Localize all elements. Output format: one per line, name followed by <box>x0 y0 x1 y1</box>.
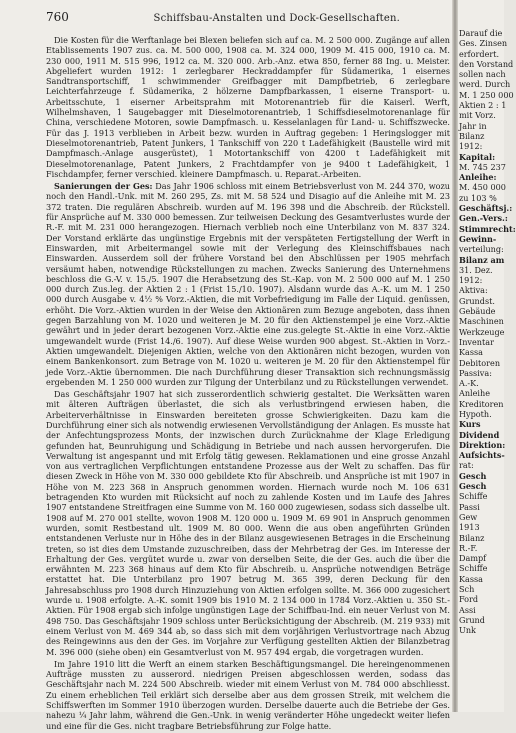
facing-page-line: Dampf <box>459 553 487 564</box>
facing-page-line: Gesch <box>459 481 487 492</box>
facing-page-line: Bilanz <box>459 532 485 543</box>
facing-page-line: Passiva: <box>459 367 492 378</box>
facing-page-line: 1912: <box>459 141 483 152</box>
facing-page-line: Gew <box>459 511 478 522</box>
paragraph <box>46 181 450 387</box>
facing-page-line: Aktien 2 : 1 <box>459 100 507 111</box>
facing-page-line: verteilung: <box>459 244 504 255</box>
main-column <box>46 10 450 733</box>
facing-page-line: Kurs <box>459 419 481 430</box>
facing-page-line: Jahr in <box>459 120 487 131</box>
facing-page-line: Passi <box>459 501 480 512</box>
facing-page-line: Kapital: <box>459 151 496 162</box>
paragraph <box>46 659 450 731</box>
paragraph <box>46 389 450 657</box>
facing-page-line: Inventar <box>459 336 494 347</box>
facing-page-line: Aktiva: <box>459 285 488 296</box>
facing-page-line: rat: <box>459 460 474 471</box>
facing-page-line: Ford <box>459 594 479 605</box>
facing-page-line: Grundst. <box>459 295 495 306</box>
facing-page-line: Geschäftsj.: <box>459 203 513 214</box>
facing-page-line: Unk <box>459 625 476 636</box>
facing-page-line: Direktion: <box>459 439 506 450</box>
facing-page-line: Kassa <box>459 347 484 358</box>
facing-page-line: Aufsichts- <box>459 450 505 461</box>
paragraph-text: Das Jahr 1906 schloss mit einem Betriebsverlust von M. 244 370, wozu noch den Handl.-Unk. mit M. 260 295, Zs. mit M. 58 524 und Disagio auf die Anleihe mit M. 23 372 traten. Die regulären Abschreib. wurden auf M. 196 398 und die Abschreib. der Rückstell. für Ansprüche auf M. 330 000 bemessen. Zur teilweisen Deckung des Gesamtverlustes wurde der R.-F. mit M. 231 000 herangezogen. Hiernach verblieb noch eine Unterbilanz von M. 837 324. Der Vorstand erklärte das ungünstige Ergebnis mit der verspäteten Fertigstellung der Werft in Einswarden, mit Arbeitermangel sowie mit der Verlegung des Kleinschiffsbaues nach Einswarden. Ausserdem soll der frühere Vorstand bei den Abschlüssen per 1905 mehrfach versäumt haben, notwendige Rückstellungen zu machen. Zwecks Sanierung des Unternehmens beschloss die G.-V. v. 15./5. 1907 die Herabsetzung des St.-Kap. von M. 2 500 000 auf M. 1 250 000 durch Zus.leg. der Aktien 2 : 1 (Frist 15./10. 1907). Alsdann wurde das A.-K. um M. 1 250 000 durch Ausgabe v. 4½ % Vorz.-Aktien, die mit Vorbefriedigung im Falle der Liquid. genüssen, erhöht. Die Vorz.-Aktien wurden in der Weise den Aktionären zum Bezuge angeboten, dass ihnen gegen Barzahlung von M. 1020 und weiteren je M. 20 für den Aktienstempel je eine Vorz.-Aktie gewährt und in jeder derart bezogenen Vorz.-Aktie eine zus.gelegte St.-Aktie in eine Vorz.-Aktie umgewandelt wurde (Frist 14./6. 1907). Auf diese Weise wurden 900 abgest. St.-Aktien in Vorz.-Aktien umgewandelt. Diejenigen Aktien, welche von den Aktionären nicht bezogen, wurden von einem Bankenkonsort. zum Betrage von M. 1020 u. weiteren je M. 20 für den Aktienstempel für jede Vorz.-Aktie übernommen. Die nach Durchführung dieser Transaktion sich rechnungsmässig ergebenden M. 1 250 000 wurden zur Tilgung der Unterbilanz und zu Rückstellungen verwendet. <box>46 181 450 387</box>
facing-page-line: 31. Dez. <box>459 264 493 275</box>
facing-page-line: erfordert. <box>459 48 500 59</box>
facing-page-line: sollen nach <box>459 69 506 80</box>
facing-page-line: Stimmrecht: <box>459 223 516 234</box>
facing-page-line: Ges. Zinsen <box>459 38 508 49</box>
facing-page-line: Grund <box>459 614 485 625</box>
facing-page-line: Maschinen <box>459 316 504 327</box>
facing-page-line: Anleihe: <box>459 172 497 183</box>
paragraph-text: Im Jahre 1910 litt die Werft an einem starken Beschäftigungsmangel. Die hereingenommenen Aufträge mussten zu ausserord. niedrigen Preisen abgeschlossen werden, sodass das Geschäftsjahr nach M. 224 500 Abschreib. wieder mit einem Verlust von M. 784 000 abschliesst. Zu einem erheblichen Teil erklärt sich derselbe aber aus dem grossen Streik, mit welchem die Schiffswerften im Sommer 1910 überzogen wurden. Derselbe dauerte auch die Betriebe der Ges. nahezu ¼ Jahr lahm, während die Gen.-Unk. in wenig veränderter Höhe ungedeckt weiter liefen und eine für die Ges. nicht tragbare Betriebsführung zur Folge hatte. <box>46 658 450 731</box>
facing-page-line: Anleihe <box>459 388 491 399</box>
running-title: Schiffsbau-Anstalten und Dock-Gesellschaften. <box>153 13 400 24</box>
facing-page-line: Dividend <box>459 429 500 440</box>
facing-page-line: M. 745 237 <box>459 161 506 172</box>
facing-page-line: M. 450 000 <box>459 182 506 193</box>
facing-page-line: zu 103 % <box>459 192 497 203</box>
page-number: 760 <box>46 10 69 24</box>
paragraph-text: Die Kosten für die Werftanlage bei Blexen beliefen sich auf ca. M. 2 500 000. Zugänge auf allen Etablissements 1907 zus. ca. M. 500 000, 1908 ca. M. 324 000, 1909 M. 415 000, 1910 ca. M. 230 000, 1911 M. 515 996, 1912 ca. M. 320 000. Arb.-Anz. etwa 850, ferner 88 Ing. u. Meister. Abgeliefert wurden 1912: 1 zerlegbarer Heckraddampfer für Südamerika, 1 eisernes Sandtransportschiff, 1 schwimmender Greifbagger mit Dampfbetrieb, 6 zerlegbare Leichterfahrzeuge f. Südamerika, 2 hölzerne Dampfbarkassen, 1 eiserne Transport- u. Arbeitsschute, 1 eiserner Arbeitsprahm mit Motorenantrieb für die Kaiserl. Werft, Wilhelmshaven, 1 Saugebagger mit Dieselmotorenantrieb, 1 Schiffsdieselmotorenanlage für China, verschiedene Motoren, sowie Dampfmasch. u. Kesselanlagen für Land- u. Schiffszwecke. Für das J. 1913 verblieben in Arbeit bezw. wurden in Auftrag gegeben: 1 Heringslogger mit Dieselmotorenantrieb, Patent Junkers, 1 Tankschiff von 220 t Ladefähigkeit (Baustelle wird mit Dampfmasch.-Anlage ausgerüstet), 1 Motortankschiff von 4200 t Ladefähigkeit mit Dieselmotorenanlage, Patent Junkers, 2 Frachtdampfer von je 9400 t Ladefähigkeit, 1 Fischdampfer, ferner verschied. kleinere Dampfmasch. u. Reparat.-Arbeiten. <box>46 35 450 179</box>
facing-page-line: Schiffe <box>459 563 488 574</box>
paragraph-lead: Sanierungen der Ges: <box>54 181 153 192</box>
facing-page-line: Schiffe <box>459 491 488 502</box>
facing-page-line: 1912: <box>459 275 483 286</box>
facing-page-line: mit Vorz. <box>459 110 496 121</box>
facing-page-line: Assi <box>459 604 476 615</box>
facing-page-line: Sch <box>459 584 475 595</box>
facing-page-line: Darauf die <box>459 28 503 38</box>
facing-page-line: Hypoth. <box>459 408 492 419</box>
facing-page-line: den Vorstand <box>459 58 514 69</box>
facing-page-line: Gebäude <box>459 306 496 317</box>
facing-page-line: Bilanz <box>459 130 485 141</box>
facing-page-line: Gen.-Vers.: <box>459 213 508 224</box>
facing-page-line: Kassa <box>459 573 484 584</box>
facing-page-line: Gesch <box>459 470 487 481</box>
facing-page-line: werd. Durch <box>459 79 511 90</box>
book-gutter <box>452 0 458 712</box>
page-header <box>46 10 450 26</box>
paragraph <box>46 35 450 179</box>
facing-page-line: M. 1 250 000 <box>459 89 514 100</box>
facing-page-line: R.-F. <box>459 542 478 553</box>
facing-page-line: Werkzeuge <box>459 326 505 337</box>
facing-page-line: A.-K. <box>459 378 479 389</box>
facing-page-line: Debitoren <box>459 357 501 368</box>
paragraph-text: Das Geschäftsjahr 1907 hat sich zusserordentlich schwierig gestaltet. Die Werksätten waren mit älteren Aufträgen überlastet, die sich als verlustbringend erwiesen haben, die Arbeiterverhältnisse in Einswarden bereiteten grosse Schwierigkeiten. Dazu kam die Durchführung einer sich als notwendig erwiesenen Vervollständigung der Anlagen. Es musste hat der Anfechtungsprozess Monts, der inzwischen durch Zurücknahme der Klage Erledigung gefunden hat, Beunruhigung und Schädigung in Betriebe und nach aussen hervorgerufen. Die Verwaltung ist angespannt und mit Erfolg tätig gewesen. Reklamationen und eine grosse Anzahl von aus vertraglichen Verpflichtungen entstandene Prozesse aus der Welt zu schaffen. Das für diesen Zweck in Höhe von M. 330 000 gebildete Kto für Abschreib. und Ansprüche ist mit 1907 in Höhe von M. 223 368 in Anspruch genommen worden. Hiernach wurde noch M. 106 631 betragenden Kto wurden mit Rücksicht auf noch zu zahlende Kosten und im Laufe des Jahres 1907 entstandene Streitfragen eine Summe von M. 160 000 zugewiesen, sodass sich dasselbe ult. 1908 auf M. 270 001 stellte, wovon 1908 M. 120 000 u. 1909 M. 69 901 in Anspruch genommen wurden, somit Restbestand ult. 1909 M. 80 000. Wenn die aus oben angeführten Gründen entstandenen Verluste nur in Höhe des in der Bilanz ausgewiesenen Betrages in die Erscheinung treten, so ist dies dem Umstande zuzuschreiben, dass der Mehrbetrag der Ges. im Interesse der Erhaltung der Ges. vergütet wurde u. zwar von derselben Seite, die der Ges. auch die über die erwähnten M. 223 368 hinaus auf dem Kto für Abschreib. u. Ansprüche notwendigen Beträge erstattet hat. Die Unterbilanz pro 1907 betrug M. 365 399, deren Deckung für den Jahresabschluss pro 1908 durch Hinzuziehung von Aktien erfolgen sollte. M. 366 000 zugesichert wurde u. 1908 erfolgte. A.-K. somit 1909 bis 1910 M. 2 134 000 in 1784 Vorz.-Aktien u. 350 St.-Aktien. Für 1908 ergab sich infolge ungünstigen Lage der Schiffbau-Ind. ein neuer Verlust von M. 498 750. Das Geschäftsjahr 1909 schloss unter Berücksichtigung der Abschreib. (M. 219 933) mit einem Verlust von M. 469 344 ab, so dass sich mit dem vorjährigen Verlustvortrage nach Abzug des Reingewinns aus den der Ges. im Vorjahre zur Verfügung gestellten Aktien der Bilanzbetrag M. 396 000 (siehe oben) ein Gesamtverlust von M. 957 494 ergab, die vorgetragen wurden. <box>46 389 450 657</box>
facing-page-line: Gewinn- <box>459 233 497 244</box>
facing-page-line: Kreditoren <box>459 398 504 409</box>
facing-page-line: Bilanz am <box>459 254 505 265</box>
facing-page-edge <box>459 28 516 636</box>
facing-page-line: 1913 <box>459 522 480 533</box>
